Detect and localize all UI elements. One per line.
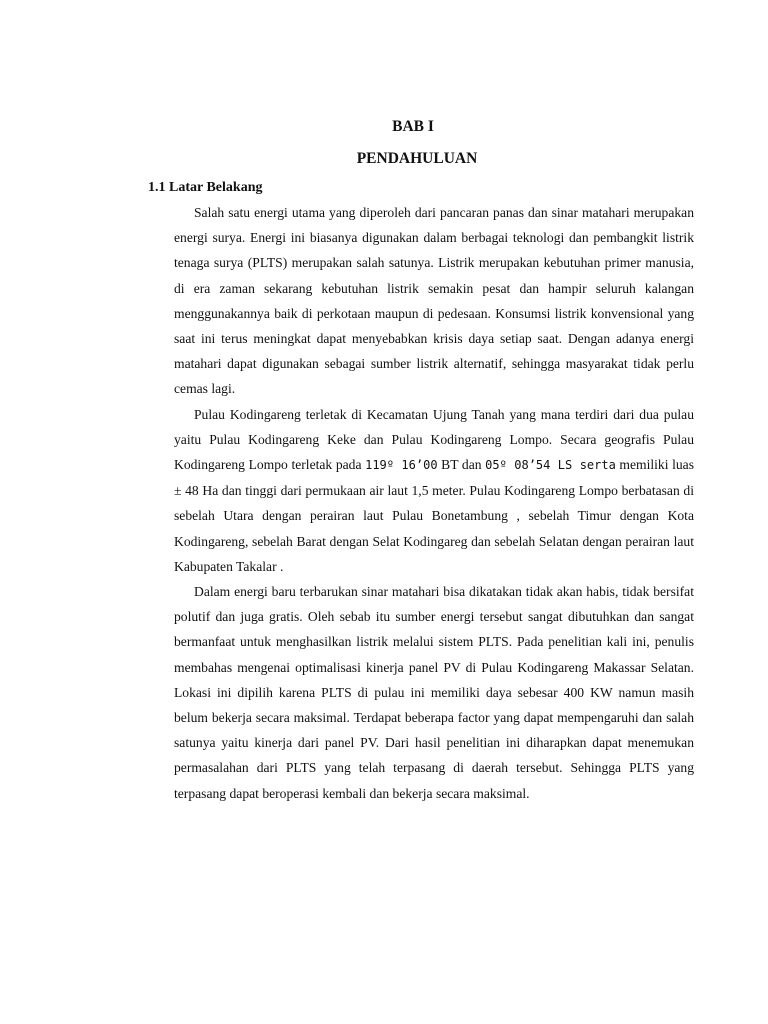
paragraph-intro: Salah satu energi utama yang diperoleh dari pancaran panas dan sinar matahari merupakan energi surya. Energi ini biasanya digunakan dalam berbagai teknologi dan pembangkit listrik tenaga surya (PLTS) merupakan salah satunya. Listrik merupakan kebutuhan primer manusia, di era zaman sekarang kebutuhan listrik semakin pesat dan hampir seluruh kalangan menggunakannya baik di perkotaan maupun di pedesaan. Konsumsi listrik konvensional yang saat ini terus meningkat dapat menyebabkan krisis daya setiap saat. Dengan adanya energi matahari dapat digunakan sebagai sumber listrik alternatif, sehingga masyarakat tidak perlu cemas lagi. <box>174 205 694 397</box>
body-text <box>174 200 694 806</box>
paragraph-location-part1: Pulau Kodingareng terletak di Kecamatan Ujung Tanah yang mana terdiri dari dua pulau yaitu Pulau Kodingareng Keke dan Pulau Kodingareng Lompo. Secara geografis Pulau Kodingareng Lompo terletak pada <box>174 406 694 473</box>
paragraph-location-part2: BT dan <box>437 457 486 473</box>
paragraph-location-part3: memiliki luas ± 48 Ha dan tinggi dari permukaan air laut 1,5 meter. Pulau Kodingareng Lompo berbatasan di sebelah Utara dengan perairan laut Pulau Bonetambung , sebelah Timur dengan Kota Kodingareng, sebelah Barat dengan Selat Kodingareg dan sebelah Selatan dengan perairan laut Kabupaten Takalar . <box>174 457 695 574</box>
longitude-value: 119º 16’00 <box>365 458 438 473</box>
paragraph-research: Dalam energi baru terbarukan sinar matahari bisa dikatakan tidak akan habis, tidak bersifat polutif dan juga gratis. Oleh sebab itu sumber energi tersebut sangat dibutuhkan dan sangat bermanfaat untuk menghasilkan listrik melalui sistem PLTS. Pada penelitian kali ini, penulis membahas mengenai optimalisasi kinerja panel PV di Pulau Kodingareng Makassar Selatan. Lokasi ini dipilih karena PLTS di pulau ini memiliki daya sebesar 400 KW namun masih belum bekerja secara maksimal. Terdapat beberapa factor yang dapat mempengaruhi dan salah satunya yaitu kinerja dari panel PV. Dari hasil penelitian ini diharapkan dapat menemukan permasalahan dari PLTS yang telah terpasang di daerah tersebut. Sehingga PLTS yang terpasang dapat beroperasi kembali dan bekerja secara maksimal. <box>174 584 694 801</box>
paragraph-location <box>174 402 694 579</box>
latitude-value: 05º 08’54 LS serta <box>485 458 616 473</box>
chapter-number: BAB I <box>392 118 434 135</box>
chapter-title: PENDAHULUAN <box>356 150 478 167</box>
section-heading: 1.1 Latar Belakang <box>148 180 263 195</box>
